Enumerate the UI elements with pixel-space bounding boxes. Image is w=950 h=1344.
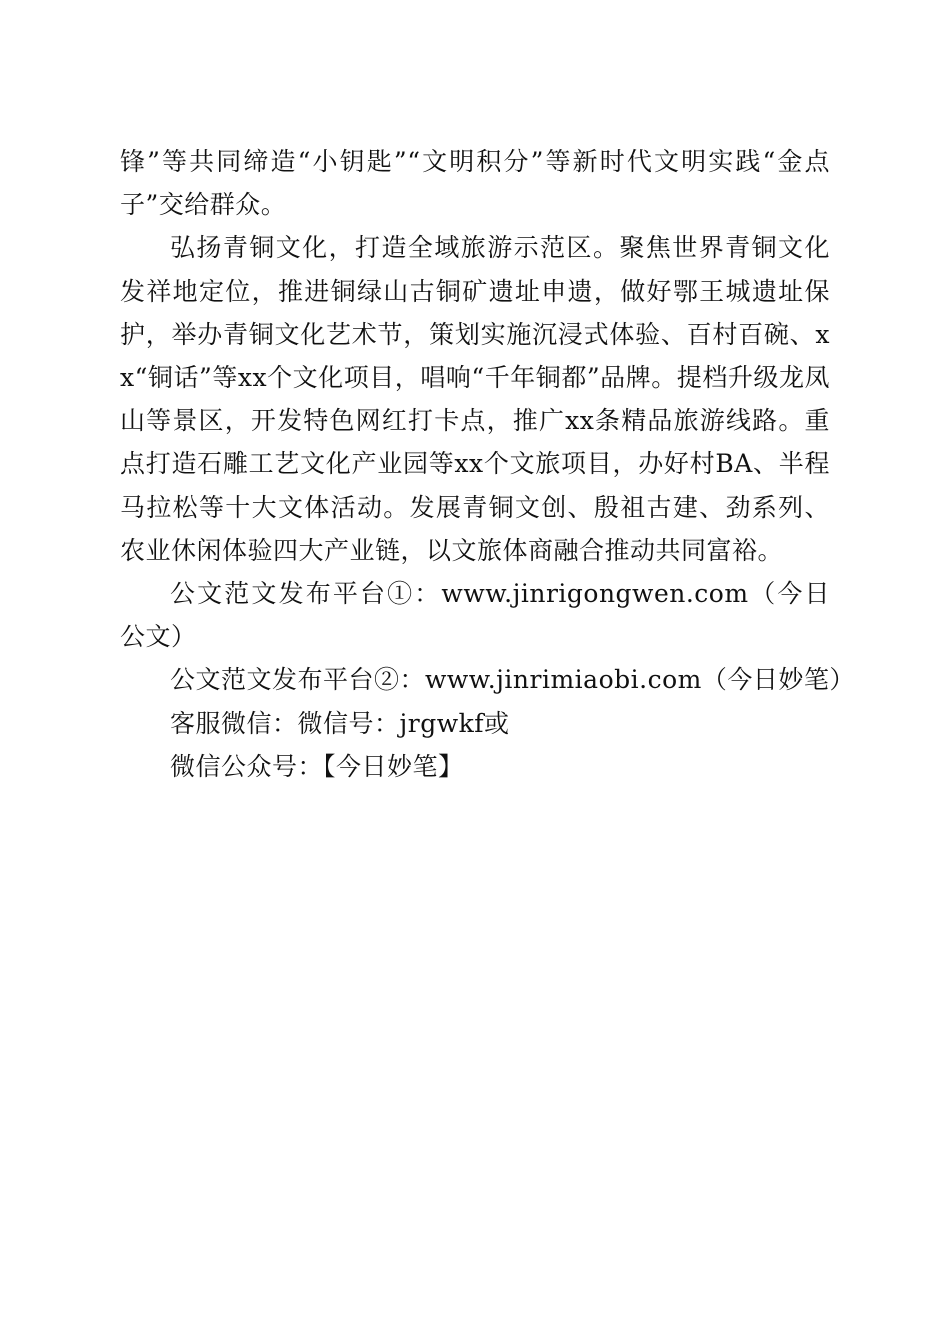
customer-service-line: 客服微信：微信号：jrgwkf或	[170, 708, 510, 738]
paragraph-bronze-culture: 弘扬青铜文化，打造全域旅游示范区。聚焦世界青铜文化发祥地定位，推进铜绿山古铜矿遗址申遗，做好鄂王城遗址保护，举办青铜文化艺术节，策划实施沉浸式体验、百村百碗、xx“铜话”等xx个文化项目，唱响“千年铜都”品牌。提档升级龙凤山等景区，开发特色网红打卡点，推广xx条精品旅游线路。重点打造石雕工艺文化产业园等xx个文旅项目，办好村BA、半程马拉松等十大文体活动。发展青铜文创、殷祖古建、劲系列、农业休闲体验四大产业链，以文旅体商融合推动共同富裕。	[120, 233, 830, 565]
official-account-line: 微信公众号：【今日妙笔】	[170, 751, 464, 781]
platform-1-line: 公文范文发布平台①：www.jinrigongwen.com（今日公文）	[120, 579, 830, 652]
paragraph-continuation: 锋”等共同缔造“小钥匙”“文明积分”等新时代文明实践“金点子”交给群众。	[120, 147, 830, 220]
platform-2-line: 公文范文发布平台②：www.jinrimiaobi.com（今日妙笔）	[170, 665, 855, 695]
document-page	[120, 140, 855, 788]
